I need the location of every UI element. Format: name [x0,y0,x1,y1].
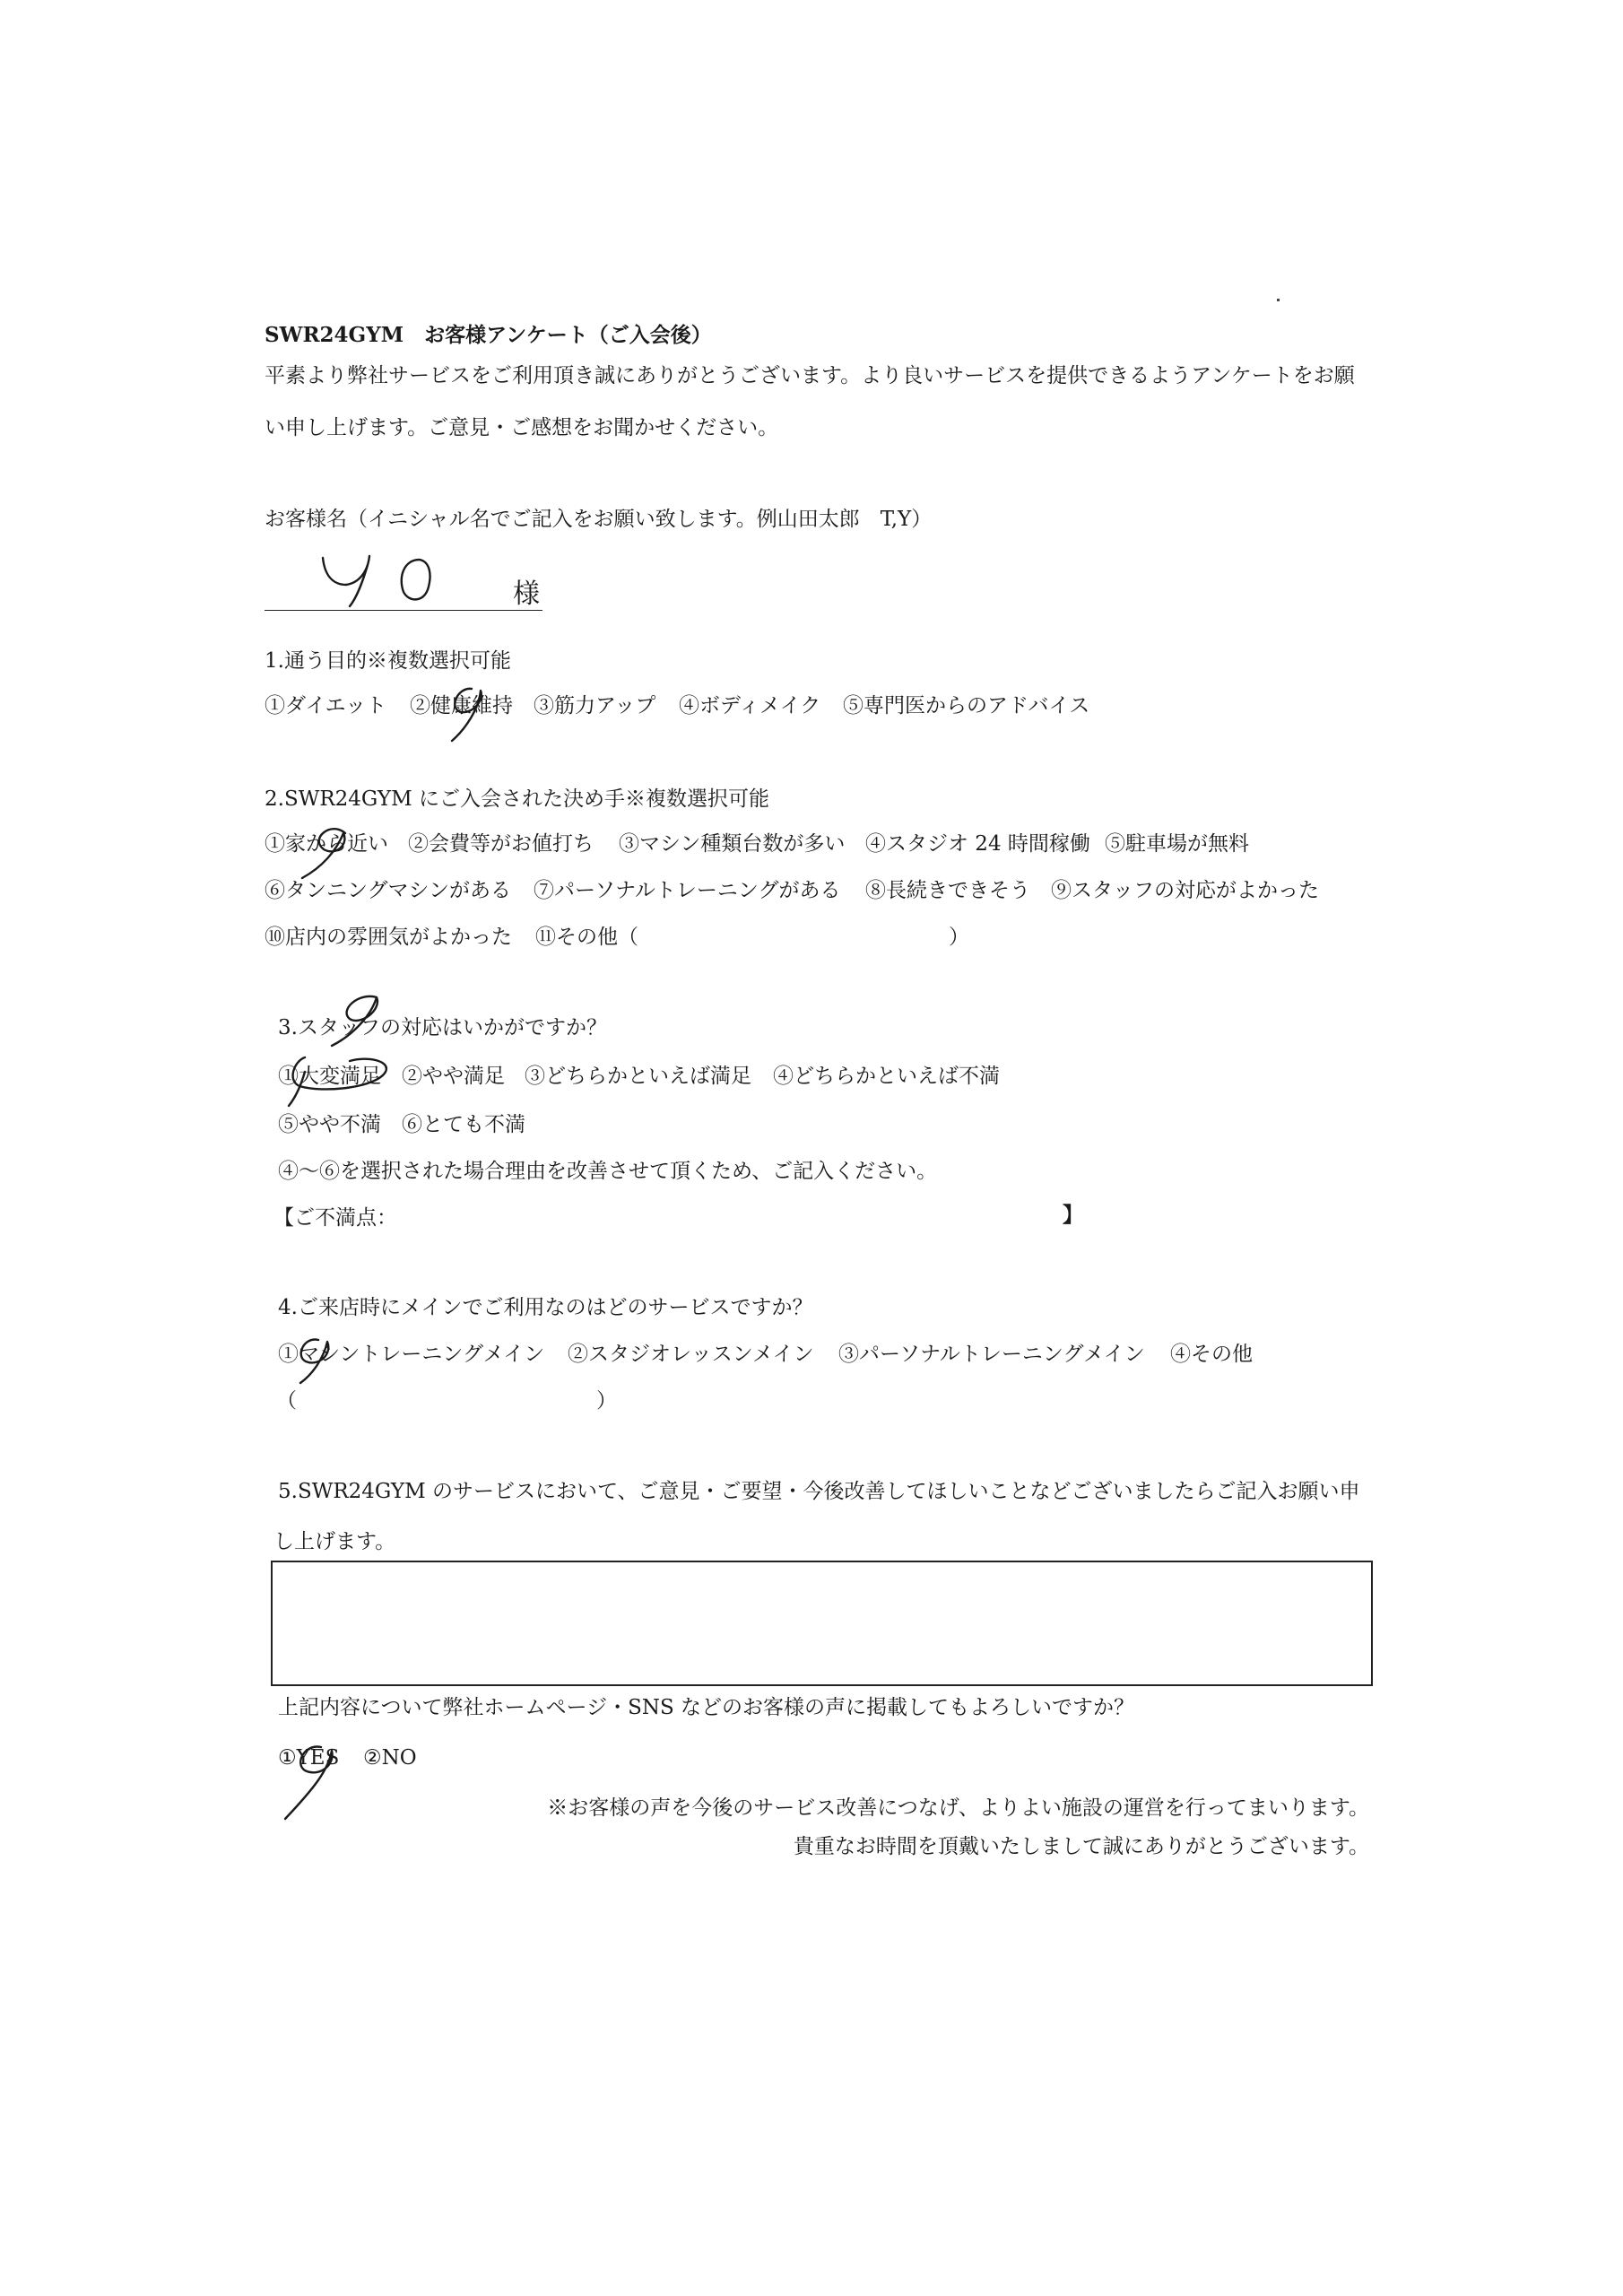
q4-option-3[interactable]: ③パーソナルトレーニングメイン [838,1343,1145,1366]
customer-name-suffix: 様 [513,578,540,610]
intro-text-line1: 平素より弊社サービスをご利用頂き誠にありがとうございます。より良いサービスを提供できるようアンケートをお願 [265,364,1355,387]
survey-title: SWR24GYM お客様アンケート（ご入会後） [265,323,712,347]
q2-option-3[interactable]: ③マシン種類台数が多い [619,832,846,856]
q1-title: 1.通う目的※複数選択可能 [265,649,511,673]
q2-title: 2.SWR24GYM にご入会された決め手※複数選択可能 [265,787,769,811]
customer-name-underline [265,610,542,611]
q4-checkmark [273,1327,363,1399]
q3-option-1[interactable]: ①大変満足 [278,1065,381,1088]
q5-answer-box[interactable] [271,1561,1373,1686]
q1-checkmark [430,673,511,753]
q3-option-6[interactable]: ⑥とても不満 [402,1113,525,1136]
q1-option-5[interactable]: ⑤専門医からのアドバイス [843,694,1090,718]
customer-name-handwriting [305,547,466,610]
footer-note: ※お客様の声を今後のサービス改善につなげ、よりよい施設の運営を行ってまいります。 [547,1796,1369,1820]
q3-option-3[interactable]: ③どちらかといえば満足 [525,1065,751,1088]
q3-complaint-label: 【ご不満点： [273,1206,397,1230]
q2-option-10[interactable]: ⑩店内の雰囲気がよかった [265,926,512,949]
q2-option-8[interactable]: ⑧長続きできそう [865,879,1030,902]
q3-note: ④～⑥を選択された場合理由を改善させて頂くため、ご記入ください。 [278,1160,938,1183]
q1-option-2[interactable]: ②健康維持 [410,694,513,718]
q5-title-line1: 5.SWR24GYM のサービスにおいて、ご意見・ご要望・今後改善してほしいことなどございましたらご記入お願い申 [278,1480,1360,1503]
q3-complaint-close: 】 [1063,1203,1083,1227]
q1-option-3[interactable]: ③筋力アップ [534,694,656,718]
q3-option-4[interactable]: ④どちらかといえば不満 [773,1065,1000,1088]
q3-checkmark [269,1045,404,1117]
q1-option-1[interactable]: ①ダイエット [265,694,387,718]
q3-title: 3.スタッフの対応はいかがですか？ [278,1016,607,1039]
q2-option-7[interactable]: ⑦パーソナルトレーニングがある [534,879,841,902]
q2-other-close: ） [949,926,969,949]
intro-text-line2: い申し上げます。ご意見・ご感想をお聞かせください。 [265,416,779,439]
q4-option-1[interactable]: ①マシントレーニングメイン [278,1343,545,1366]
q2-option-2[interactable]: ②会費等がお値打ち [408,832,594,856]
q3-option-5[interactable]: ⑤やや不満 [278,1113,381,1136]
q2-option-1[interactable]: ①家から近い [265,832,388,856]
publish-checkmark [278,1731,377,1830]
q4-option-4[interactable]: ④その他 [1170,1343,1253,1366]
q4-title: 4.ご来店時にメインでご利用なのはどのサービスですか？ [278,1296,813,1319]
q5-title-line2: し上げます。 [273,1530,396,1553]
footer-thanks: 貴重なお時間を頂戴いたしまして誠にありがとうございます。 [793,1835,1369,1858]
scan-speck [1277,299,1280,301]
q4-other-open: （ [276,1389,297,1413]
customer-name-label: お客様名（イニシャル名でご記入をお願い致します。例山田太郎 T,Y） [265,508,933,531]
publish-no-option[interactable]: ②NO [363,1746,417,1770]
q2-option-6[interactable]: ⑥タンニングマシンがある [265,879,511,902]
q2-option-4[interactable]: ④スタジオ 24 時間稼働 [865,832,1090,856]
q3-option-2[interactable]: ②やや満足 [402,1065,505,1088]
q4-option-2[interactable]: ②スタジオレッスンメイン [568,1343,814,1366]
q2-option-9[interactable]: ⑨スタッフの対応がよかった [1051,879,1319,902]
publish-question: 上記内容について弊社ホームページ・SNS などのお客様の声に掲載してもよろしいですか？ [278,1696,1135,1719]
q1-option-4[interactable]: ④ボディメイク [679,694,821,718]
q4-other-close: ） [596,1389,617,1413]
q2-option-11[interactable]: ⑪その他（ [535,926,638,949]
publish-yes-option[interactable]: ①YES [278,1746,340,1770]
q2-option-5[interactable]: ⑤駐車場が無料 [1105,832,1249,856]
